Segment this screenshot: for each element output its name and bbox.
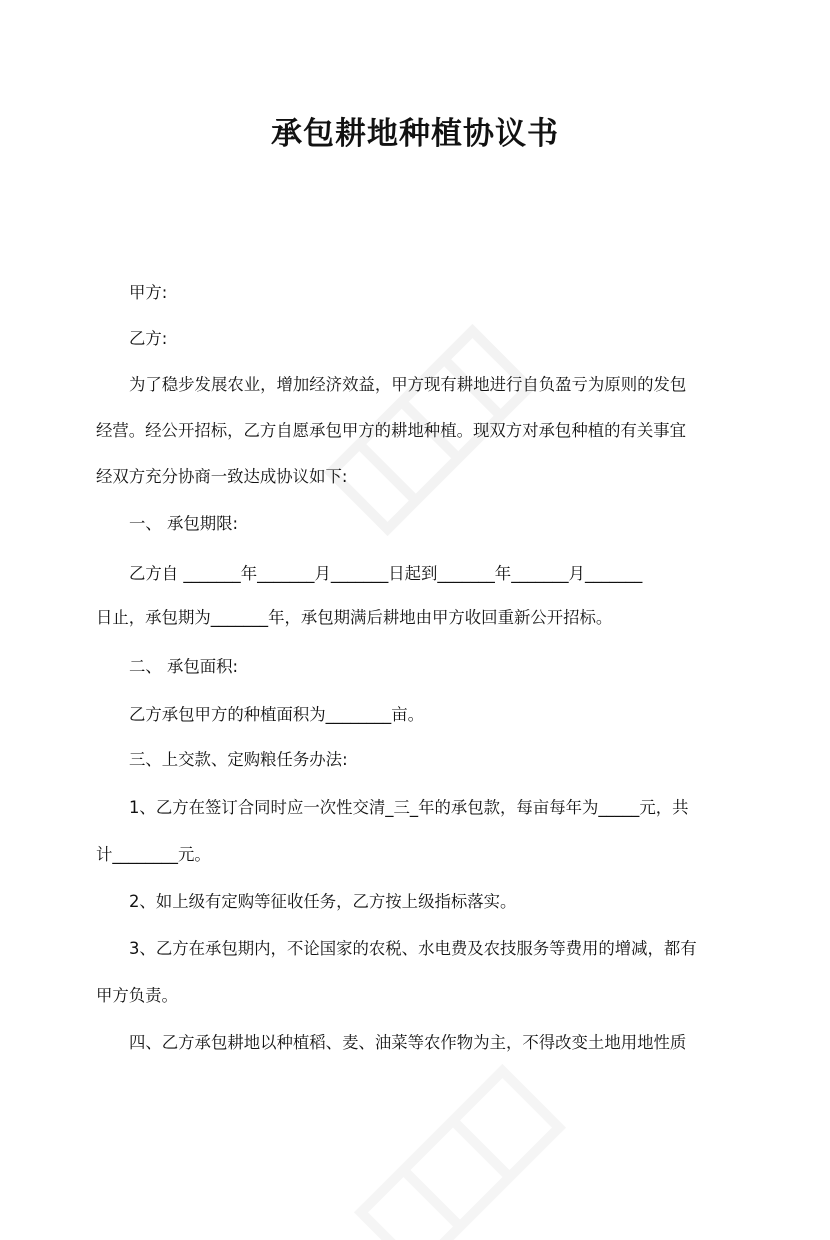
party-a-line: 甲方: [129,283,168,302]
paragraph-line: 计________元。 [96,845,211,864]
paragraph-line: 四、乙方承包耕地以种植稻、麦、油菜等农作物为主，不得改变土地用地性质 [129,1033,687,1052]
paragraph-line: 2、如上级有定购等征收任务，乙方按上级指标落实。 [129,892,517,911]
paragraph-line: 为了稳步发展农业，增加经济效益，甲方现有耕地进行自负盈亏为原则的发包 [129,375,687,394]
paragraph-line: 日止，承包期为_______年，承包期满后耕地由甲方收回重新公开招标。 [96,608,613,627]
paragraph-line: 甲方负责。 [96,986,178,1005]
document-title: 承包耕地种植协议书 [271,116,559,152]
watermark-logo-2 [330,1040,590,1240]
paragraph-line: 1、乙方在签订合同时应一次性交清_三_年的承包款，每亩每年为_____元，共 [129,798,689,817]
section-heading: 二、 承包面积: [129,657,239,676]
section-heading: 三、上交款、定购粮任务办法: [129,750,348,769]
paragraph-line: 乙方承包甲方的种植面积为________亩。 [129,705,425,724]
paragraph-line: 3、乙方在承包期内，不论国家的农税、水电费及农技服务等费用的增减，都有 [129,939,697,958]
section-heading: 一、 承包期限: [129,514,239,533]
party-b-line: 乙方: [129,329,168,348]
paragraph-line: 经双方充分协商一致达成协议如下: [96,467,348,486]
paragraph-line: 乙方自 _______年_______月_______日起到_______年_______月_______ [129,564,643,583]
paragraph-line: 经营。经公开招标，乙方自愿承包甲方的耕地种植。现双方对承包种植的有关事宜 [96,421,687,440]
